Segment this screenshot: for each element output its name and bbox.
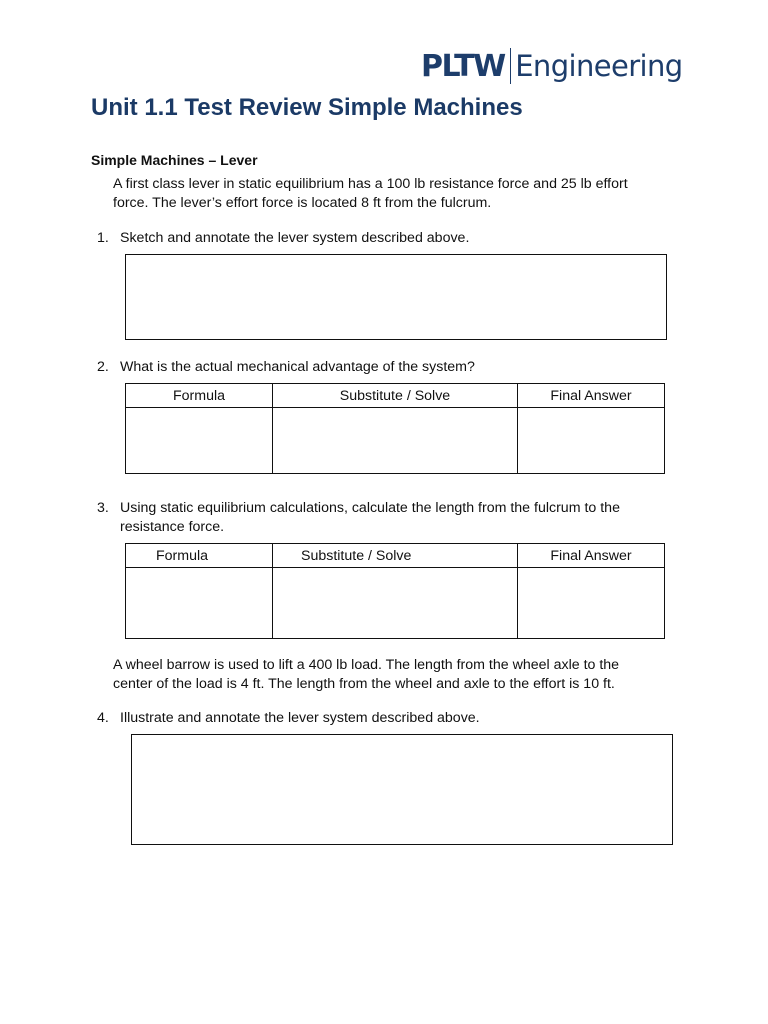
question-2-number: 2.	[97, 359, 109, 375]
substitute-solve-cell[interactable]	[273, 408, 518, 474]
formula-cell[interactable]	[126, 568, 273, 639]
final-answer-cell[interactable]	[518, 568, 665, 639]
table-header-row	[126, 544, 665, 568]
question-4-answer-box[interactable]	[131, 734, 673, 845]
final-answer-header: Final Answer	[518, 384, 665, 408]
question-2-answer-table	[125, 383, 665, 474]
section-heading: Simple Machines – Lever	[91, 152, 258, 168]
final-answer-header: Final Answer	[518, 544, 665, 568]
formula-header: Formula	[126, 384, 273, 408]
lever-intro-line-1: A first class lever in static equilibrium has a 100 lb resistance force and 25 lb effort	[113, 176, 628, 192]
wheelbarrow-line-2: center of the load is 4 ft. The length from the wheel and axle to the effort is 10 ft.	[113, 676, 615, 692]
substitute-solve-cell[interactable]	[273, 568, 518, 639]
final-answer-cell[interactable]	[518, 408, 665, 474]
question-1-answer-box[interactable]	[125, 254, 667, 340]
logo-word: Engineering	[515, 49, 683, 83]
lever-intro-line-2: force. The lever’s effort force is located 8 ft from the fulcrum.	[113, 195, 492, 211]
question-2-text: What is the actual mechanical advantage of the system?	[120, 359, 475, 375]
formula-cell[interactable]	[126, 408, 273, 474]
table-answer-row	[126, 568, 665, 639]
substitute-solve-header: Substitute / Solve	[273, 544, 518, 568]
logo-mark: PLTW	[421, 48, 505, 84]
question-3-text-line-2: resistance force.	[120, 519, 225, 535]
wheelbarrow-line-1: A wheel barrow is used to lift a 400 lb load. The length from the wheel axle to the	[113, 657, 620, 673]
question-4-text: Illustrate and annotate the lever system described above.	[120, 710, 480, 726]
question-1-text: Sketch and annotate the lever system described above.	[120, 230, 470, 246]
table-answer-row	[126, 408, 665, 474]
substitute-solve-header: Substitute / Solve	[273, 384, 518, 408]
page-title: Unit 1.1 Test Review Simple Machines	[91, 94, 523, 121]
question-3-answer-table	[125, 543, 665, 639]
table-header-row	[126, 384, 665, 408]
question-4-number: 4.	[97, 710, 109, 726]
question-3-text-line-1: Using static equilibrium calculations, calculate the length from the fulcrum to the	[120, 500, 620, 516]
formula-header: Formula	[126, 544, 273, 568]
logo-divider	[510, 48, 512, 84]
question-3-number: 3.	[97, 500, 109, 516]
pltw-engineering-logo	[421, 44, 683, 88]
question-1-number: 1.	[97, 230, 109, 246]
